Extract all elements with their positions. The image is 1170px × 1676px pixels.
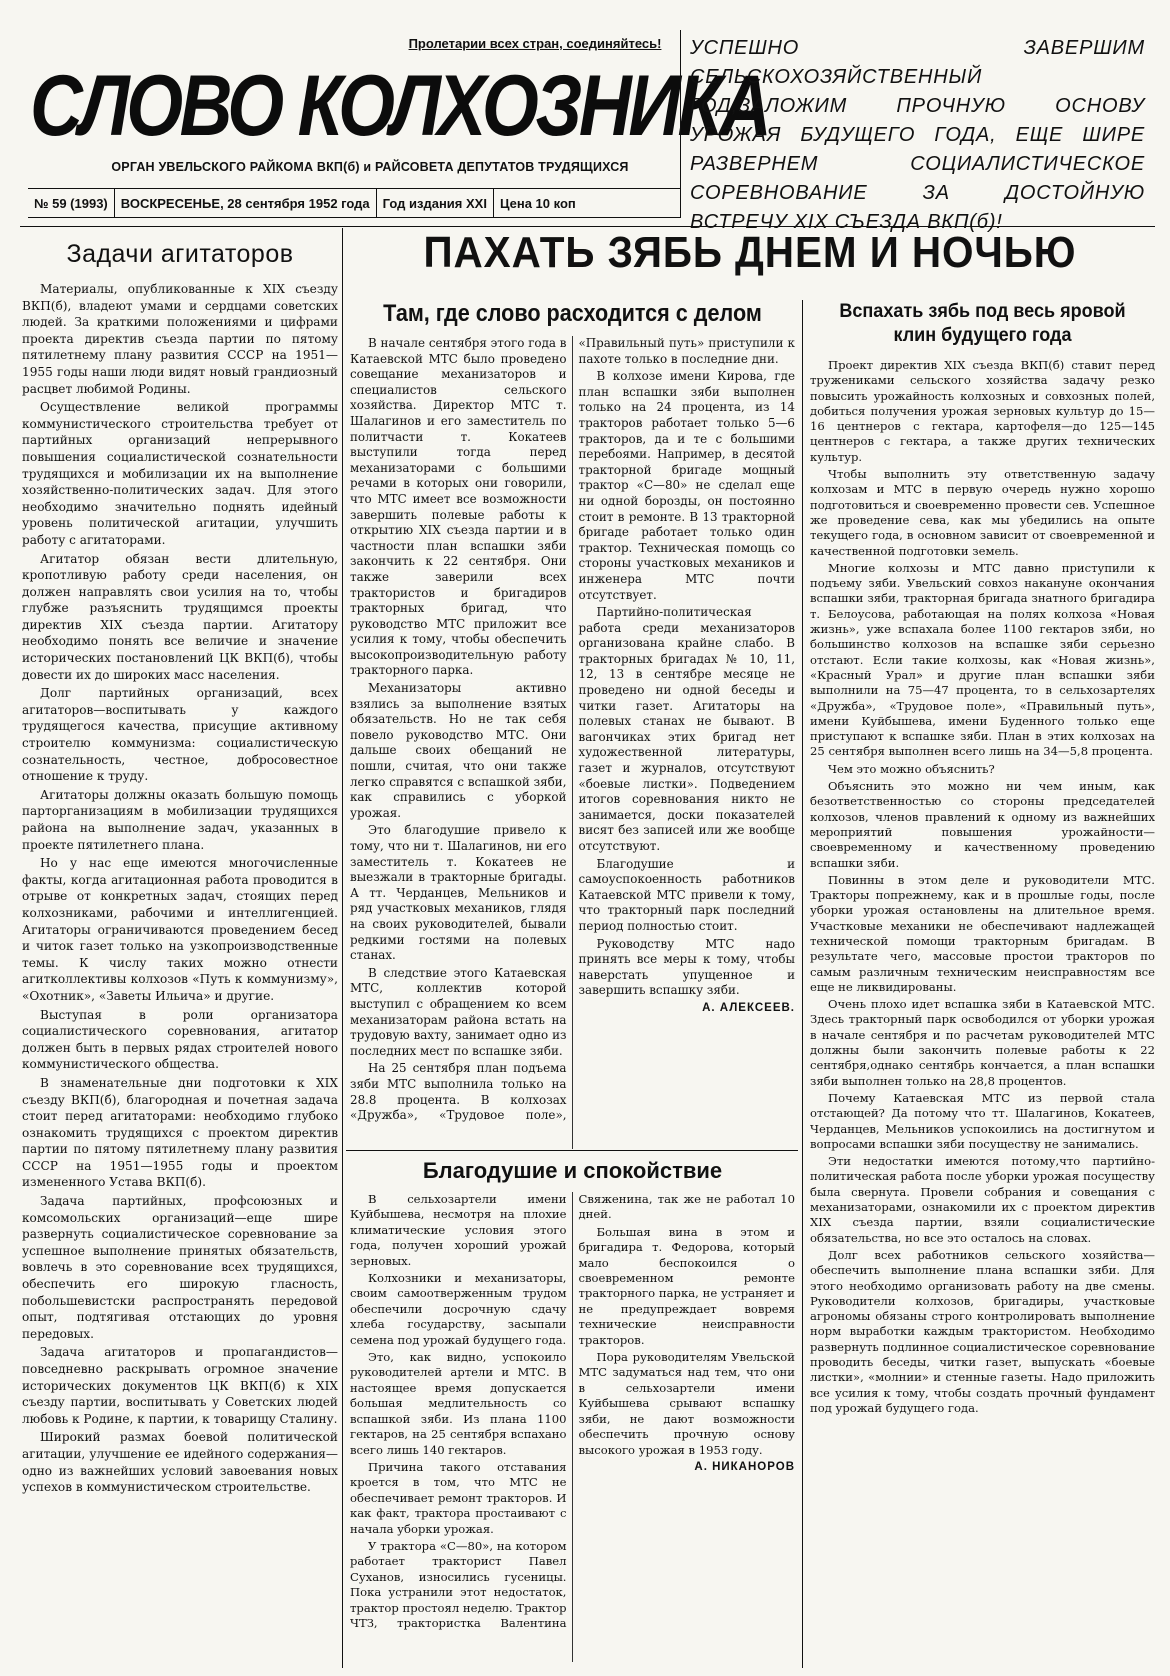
paragraph: Задача агитаторов и пропагандистов—повседневно раскрывать огромное значение исторических документов ЦК ВКП(б) к XIX съезду партии, воспитывать у Советских людей любовь к Родине, к партии, к товарищу Сталину. <box>22 1345 338 1426</box>
paragraph: Это, как видно, успокоило руководителей артели и МТС. В настоящее время допускается большая медлительность со вспашкой зяби. Из плана 1100 гектаров, на 25 сентября вспахано всего лишь 140 гектаров. <box>350 1350 567 1457</box>
paragraph: Большая вина в этом и бригадира т. Федорова, который мало беспокоился о своевременном ремонте тракторного парка, не устраняет и не предупреждает вовремя технические неисправности тракторов. <box>578 1224 795 1347</box>
article-1-body <box>350 336 795 1149</box>
paragraph: Долг партийных организаций, всех агитаторов—воспитывать у каждого трудящегося качества, присущие активному строителю коммунизма: социалистическую сознательность, честное, добросовестное отношение к труду. <box>22 686 338 784</box>
issue-date: ВОСКРЕСЕНЬЕ, 28 сентября 1952 года <box>115 189 377 217</box>
paragraph: У трактора «С—80», на котором работает тракторист Павел Суханов, износились гусеницы. Пока устранили этот недостаток, трактор простоял неделю. Трактор ЧТЗ, трактористка Валентина Свяженина, так же не работал 10 дней. <box>350 1192 795 1630</box>
paragraph: Агитатор обязан вести длительную, кропотливую работу среди населения, он должен направлять свои усилия на то, чтобы глубже разъяснить трудящимся проекты директив XIX съезда партии. Агитатору необходимо понять все величие и значение исторических постановлений ЦК ВКП(б), чтобы довести их до широких масс населения. <box>22 551 338 682</box>
article-1-title: Там, где слово расходится с делом <box>383 300 762 327</box>
paragraph: Чем это можно объяснить? <box>828 761 995 776</box>
paragraph: Благодушие и самоуспокоенность работников Катаевской МТС привели к тому, что тракторный парк последний период полностью стоит. <box>578 856 795 933</box>
paragraph: В сельхозартели имени Куйбышева, несмотря на плохие климатические условия этого года, получен хороший урожай зерновых. <box>350 1192 567 1268</box>
column-divider <box>342 228 343 1668</box>
paragraph: На 25 сентября план подъема зяби МТС выполнила только на 28.8 процента. В колхозах «Дружба», «Трудовое поле», «Правильный путь» приступили к пахоте только в последние дни. <box>350 336 795 1123</box>
article-3 <box>810 300 1155 1670</box>
article-2 <box>350 1158 795 1662</box>
paragraph: Широкий размах боевой политической агитации, улучшение ее идейного содержания—одно из важнейших условий завоевания новых успехов в коммунистическом строительстве. <box>22 1430 338 1495</box>
paragraph: В колхозе имени Кирова, где план вспашки зяби выполнен только на 24 процента, из 14 тракторов работает только 5—6 тракторов, да и те с большими перебоями. Например, в десятой тракторной бригаде мощный трактор «С—80» не сделал еще ни одной борозды, он постоянно стоит в ремонте. В 13 тракторной бригаде работает только один трактор. Техническая помощь со стороны участковых механиков и инженера МТС почти отсутствует. <box>578 369 795 602</box>
paragraph: Механизаторы активно взялись за выполнение взятых обязательств. Но не так себя повело руководство МТС. Они дальше своих обещаний не пошли, считая, что они также легко справятся с вспашкой зяби, как справились с уборкой урожая. <box>350 681 567 820</box>
paragraph: Объяснить это можно ни чем иным, как безответственностью со стороны председателей колхозов, членов правлений к одному из важнейших мероприятий повышения урожайности—своевременному и качественному проведению вспашки зяби. <box>810 779 1155 870</box>
issue-price: Цена 10 коп <box>499 195 576 211</box>
paragraph: Многие колхозы и МТС давно приступили к подъему зяби. Увельский совхоз накануне окончания вспашки зяби, тракторная бригада знатного бригадира т. Белоусова, работающая на полях колхоза «Новая жизнь», уже вспахала более 1100 гектаров зяби, но большинство колхозов на вспашке зяби серьезно отстают. Если такие колхозы, как «Новая жизнь», «Красный Урал» и другие план вспашки зяби выполнили на 75—47 процента, то в сельхозартелях «Дружба», «Трудовое поле», «Правильный путь», имени Куйбышева, имени Буденного только еще приступают к вспашке зяби. План в этих колхозах на 25 сентября выполнен всего лишь на 34—5,8 процента. <box>810 560 1155 759</box>
article-2-body <box>350 1192 795 1662</box>
paragraph: Выступая в роли организатора социалистического соревнования, агитатор должен быть в первых рядах строителей нового коммунистического общества. <box>22 1007 338 1072</box>
paragraph: Почему Катаевская МТС из первой стала отстающей? Да потому что тт. Шалагинов, Кокатеев, Черданцев, Мельников успокоились на достигнутом и вопросами вспашки зяби посуществу не занимались. <box>810 1090 1155 1151</box>
masthead-divider <box>680 30 681 218</box>
article-2-signature: А. НИКАНОРОВ <box>694 1460 795 1473</box>
paragraph: Осуществление великой программы коммунистического строительства требует от партийных организаций непрерывного повышения социалистической сознательности трудящихся и мобилизации их на выполнение хозяйственно-политических задач. Для этого необходимо значительно поднять идейный уровень политической агитации, улучшить работу с агитаторами. <box>22 400 338 547</box>
editorial-body <box>22 281 338 1496</box>
paragraph: В знаменательные дни подготовки к XIX съезду ВКП(б), благородная и почетная задача стоит перед агитаторами: необходимо глубоко ознакомить трудящихся с проектом директив партии по пятому пятилетнему плану развития СССР на 1951—1955 годы и проектом измененного Устава ВКП(б). <box>22 1075 338 1190</box>
paragraph: Проект директив XIX съезда ВКП(б) ставит перед тружениками сельского хозяйства задачу резко повысить урожайность колхозных и совхозных полей, добиться получения урожая зерновых культур до 15—16 центнеров с гектара, картофеля—до 125—145 центнеров с гектара, а также других технических культур. <box>810 358 1155 464</box>
paragraph: Эти недостатки имеются потому,что партийно-политическая работа после уборки урожая посуществу была свернута. Провели собрания и совещания с механизаторами, ознакомили их с проектом директив XIX съезда партии, взяли социалистические обязательства, но все это осталось на словах. <box>810 1154 1155 1245</box>
paragraph: Пора руководителям Увельской МТС задуматься над тем, что они в сельхозартели имени Куйбышева срывают вспашку зяби, не дают возможности обеспечить прочную основу высокого урожая в 1953 году. <box>578 1350 795 1457</box>
paragraph: Долг всех работников сельского хозяйства—обеспечить выполнение плана вспашки зяби. Для этого необходимо организовать работу на две смены. Руководители колхозов, бригадиры, участковые агрономы обязаны строго контролировать выполнение норм выработки каждым трактористом. Необходимо развернуть подлинное социалистическое соревнование проводить беседы, читки газет, выпускать «боевые листки», «молнии» и стенные газеты. Надо приложить все усилия к тому, чтобы создать прочный фундамент под урожай будущего года. <box>810 1247 1155 1415</box>
editorial-column <box>22 232 338 1672</box>
paragraph: Задача партийных, профсоюзных и комсомольских организаций—еще шире развернуть социалистическое соревнование за успешное выполнение принятых обязательств, вовлечь в это соревнование всех трудящихся, обеспечить его широкую гласность, побольшевистски распространять передовой опыт, подтягивая отстающих до уровня передовых. <box>22 1194 338 1341</box>
paragraph: Причина такого отставания кроется в том, что МТС не обеспечивает ремонт тракторов. И как факт, трактора простаивают с начала уборки урожая. <box>350 1459 567 1536</box>
masthead-subtitle: ОРГАН УВЕЛЬСКОГО РАЙКОМА ВКП(б) и РАЙСОВЕТА ДЕПУТАТОВ ТРУДЯЩИХСЯ <box>111 160 629 174</box>
newspaper-title: СЛОВО КОЛХОЗНИКА <box>30 58 769 154</box>
paragraph: Колхозники и механизаторы, своим самоотверженным трудом обеспечили досрочную сдачу хлеба государству, засыпали семена под урожай будущего года. <box>350 1271 567 1347</box>
article-3-body <box>810 358 1155 1416</box>
masthead-rule <box>20 226 1155 227</box>
masthead-motto: УСПЕШНО ЗАВЕРШИМ СЕЛЬСКОХОЗЯЙСТВЕННЫЙ ГОД,ЗАЛОЖИМ ПРОЧНУЮ ОСНОВУ УРОЖАЯ БУДУЩЕГО ГОДА, ЕЩЕ ШИРЕ РАЗВЕРНЕМ СОЦИАЛИСТИЧЕСКОЕ СОРЕВНОВАНИЕ ЗА ДОСТОЙНУЮ ВСТРЕЧУ XIX СЪЕЗДА ВКП(б)! <box>690 37 1145 233</box>
paragraph: Руководству МТС надо принять все меры к тому, чтобы наверстать упущенное и завершить вспашку зяби. <box>578 936 795 998</box>
paragraph: В следствие этого Катаевская МТС, коллектив которой выступил с обращением ко всем механизаторам района встать на трудовую вахту, занимает одно из последних мест по вспашке зяби. <box>350 965 567 1058</box>
masthead-slogan: Пролетарии всех стран, соединяйтесь! <box>408 36 662 51</box>
column-divider <box>802 300 803 1668</box>
paragraph: Материалы, опубликованные к XIX съезду ВКП(б), владеют умами и сердцами советских людей. За краткими положениями и цифрами проекта директив съезда партии по пятому пятилетнему плану развития СССР на 1951—1955 годы наши люди видят новый грандиозный расцвет любимой Родины. <box>22 282 338 396</box>
banner-headline: ПАХАТЬ ЗЯБЬ ДНЕМ И НОЧЬЮ <box>423 228 1077 277</box>
publication-year: Год издания XXI <box>377 189 494 217</box>
paragraph: Повинны в этом деле и руководители МТС. Тракторы попрежнему, как и в прошлые годы, после уборки урожая остановлены на длительное время. Участковые механики не обеспечивают надлежащей технической помощи тракторным бригадам. В результате чего, массовые простои тракторов по самым различным техническим неисправностям все еще не ликвидированы. <box>810 872 1155 994</box>
issue-info-bar <box>28 188 680 218</box>
article-1 <box>350 300 795 1149</box>
paragraph: Очень плохо идет вспашка зяби в Катаевской МТС. Здесь тракторный парк освободился от уборки урожая в начале сентября и по расчетам руководителей МТС должны были закончить полевые работы к 22 сентября,однако сентябрь кончается, а план вспашки зяби выполнен только на 28,8 процентов. <box>810 997 1155 1088</box>
paragraph: Чтобы выполнить эту ответственную задачу колхозам и МТС в первую очередь нужно хорошо подготовиться и своевременно провести сев. Успешное же проведение сева, как мы убедились на опыте текущего года, в основном зависит от своевременной и качественной подготовки земель. <box>810 467 1155 558</box>
paragraph: Партийно-политическая работа среди механизаторов организована крайне слабо. В тракторных бригадах № 10, 11, 12, 13 в сентябре месяце не проведено ни одной беседы и читки газет. Агитаторы на полевых станах не бывают. В вагончиках этих бригад нет художественной литературы, газет и журналов, отсутствуют «боевые листки». Подведением итогов соревнования никто не занимается, доски показателей висят без записей или же вообще отсутствуют. <box>578 605 795 853</box>
editorial-title: Задачи агитаторов <box>66 240 294 268</box>
paragraph: Это благодушие привело к тому, что ни т. Шалагинов, ни его заместитель т. Кокатеев не выезжали в тракторные бригады. А тт. Черданцев, Мельников и ряд участковых механиков, глядя на своих руководителей, бывали редкими гостями на полевых станах. <box>350 823 567 963</box>
article-3-title: Вспахать зябь под весь яровой клин будущего года <box>839 301 1126 346</box>
article-2-title: Благодушие и спокойствие <box>422 1158 723 1183</box>
article-divider <box>346 1150 798 1151</box>
paragraph: Но у нас еще имеются многочисленные факты, когда агитационная работа проводится в отрыве от конкретных задач, стоящих перед колхозниками, рабочими и интеллигенцией. Агитаторы ограничиваются проведением бесед и читок газет только на узкопроизводственные темы. К числу таких можно отнести агитколлективы колхозов «Путь к коммунизму», «Охотник», «Заветы Ильича» и другие. <box>22 856 338 1003</box>
paragraph: Агитаторы должны оказать большую помощь парторганизациям в мобилизации трудящихся района на выполнение задач, указанных в проекте пятилетнего плана. <box>22 787 338 852</box>
article-1-signature: А. АЛЕКСЕЕВ. <box>702 1001 795 1014</box>
issue-number: № 59 (1993) <box>28 189 115 217</box>
paragraph: В начале сентября этого года в Катаевской МТС было проведено совещание механизаторов и специалистов сельского хозяйства. Директор МТС т. Шалагинов и его заместитель по политчасти т. Кокатеев выступили тогда перед механизаторами с большими речами в которых они говорили, что МТС имеет все возможности завершить полевые работы к открытию XIX съезда партии и в частности план вспашки зяби закончить к 22 сентября. Они также заверили всех трактористов и бригадиров тракторных бригад, что руководство МТС приложит все усилия к тому, чтобы обеспечить высокопроизводительную работу тракторного парка. <box>350 336 567 678</box>
